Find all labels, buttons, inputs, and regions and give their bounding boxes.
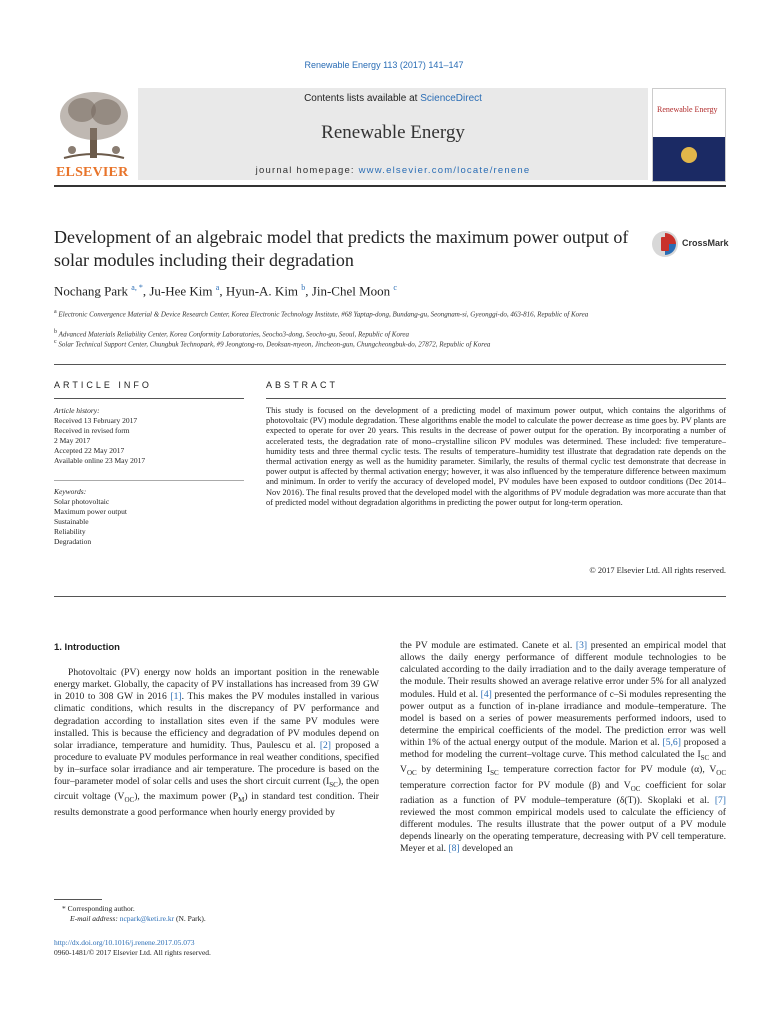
reference-link[interactable]: [1] — [170, 691, 182, 703]
history-entry: Received 13 February 2017 — [54, 416, 138, 425]
author-affiliation-marker[interactable]: a — [215, 283, 220, 292]
keyword: Sustainable — [54, 517, 89, 526]
journal-masthead — [54, 88, 726, 182]
cover-artwork — [653, 137, 725, 181]
affiliation: $^a$ Electronic Convergence Material & Device Research Center, Korea Electronic Technology Institute, #68 Yaptap-dong, Bundang-gu, Seongnam-si, Gyeonggi-do, 463-816, Republic of Korea — [54, 309, 589, 319]
author-affiliation-marker[interactable]: c — [393, 283, 397, 292]
cover-title: Renewable Energy — [657, 105, 718, 114]
article-history — [54, 406, 234, 466]
journal-name: Renewable Energy — [321, 122, 465, 143]
doi-block — [54, 938, 211, 958]
history-entry: 2 May 2017 — [54, 436, 91, 445]
cover-emblem-icon — [681, 147, 697, 163]
author-name[interactable]: Nochang Park — [54, 283, 129, 299]
abstract-heading: ABSTRACT — [266, 380, 339, 390]
article-title: Development of an algebraic model that predicts the maximum power output of solar modules including their degradation — [54, 227, 629, 270]
journal-citation-link[interactable]: Renewable Energy 113 (2017) 141–147 — [304, 60, 464, 70]
history-entry: Available online 23 May 2017 — [54, 456, 146, 465]
crossmark-icon — [650, 229, 680, 259]
keyword: Solar photovoltaic — [54, 497, 110, 506]
author-name[interactable]: Ju-Hee Kim — [149, 283, 213, 299]
reference-link[interactable]: [7] — [714, 794, 726, 806]
author-affiliation-marker[interactable]: b — [301, 283, 306, 292]
elsevier-wordmark: ELSEVIER — [56, 165, 129, 180]
reference-link[interactable]: [3] — [575, 640, 588, 651]
email-note: E-mail address: ncpark@keti.re.kr (N. Park). — [70, 914, 206, 923]
author-name[interactable]: Hyun-A. Kim — [225, 283, 299, 299]
sciencedirect-link[interactable]: ScienceDirect — [420, 93, 482, 104]
reference-link[interactable]: [2] — [319, 739, 331, 751]
body-column-right: the PV module are estimated. Canete et al. [3] presented an empirical model that allows the daily energy performance of different module technologies to be calculated according to the daily irradiation and to the daily average temperature of the module. Their results showed an average relative error under 5% for all analyzed modules. Huld et al. [4] presented the performance of c–Si modules representing the power output as a function of in-plane irradiance and module–temperature. The model is based on a series of power measurements performed indoors, used to determine the empirical coefficients of the model. The prediction error was well within 1% of the actual energy output of the module. Marion et al. [5,6] proposed a method for modeling the current–voltage curve. This method calculated the $I_{SC}$ and $V_{OC}$ by determining $I_{SC}$ temperature correction factor for PV module (α), $V_{OC}$ temperature correction factor for PV module (β) and $V_{OC}$ coefficient for solar radiation as a function of PV module–temperature (δ(T)). Skoplaki et al. [7] reviewed the most common empirical models used to calculate the efficiency of different modules. The results illustrate that the power output of a PV module depends linearly on the operating temperature, decreasing with PV cell temperature. Meyer et al. [8] developed an — [400, 640, 727, 855]
reference-link[interactable]: [4] — [480, 688, 492, 700]
abstract-copyright: © 2017 Elsevier Ltd. All rights reserved. — [589, 566, 726, 575]
keyword: Maximum power output — [54, 507, 127, 516]
author-affiliation-marker[interactable]: a, * — [131, 283, 143, 292]
keywords-rule — [54, 480, 244, 481]
masthead-rule — [54, 185, 726, 187]
section-heading-introduction: 1. Introduction — [54, 642, 120, 653]
keywords-label: Keywords: — [54, 487, 87, 496]
keywords — [54, 487, 234, 547]
history-entry: Accepted 22 May 2017 — [54, 446, 125, 455]
history-entry: Received in revised form — [54, 426, 130, 435]
corresponding-author-note: * Corresponding author. — [62, 904, 135, 913]
contents-availability: Contents lists available at ScienceDirect — [304, 93, 482, 104]
header-divider — [54, 364, 726, 365]
journal-cover-thumbnail — [652, 88, 726, 182]
journal-homepage: journal homepage: www.elsevier.com/locate/renene — [255, 165, 531, 176]
article-info-rule — [54, 398, 244, 399]
keyword: Degradation — [54, 537, 92, 546]
crossmark-label: CrossMark — [682, 238, 729, 248]
doi-link[interactable]: http://dx.doi.org/10.1016/j.renene.2017.05.073 — [54, 938, 195, 947]
abstract-rule — [266, 398, 726, 399]
author-list: Nochang Park $^{a, *}$, Ju-Hee Kim $^a$, Hyun-A. Kim $^b$, Jin-Chel Moon $^c$ — [54, 283, 397, 299]
journal-homepage-link[interactable]: www.elsevier.com/locate/renene — [358, 165, 531, 176]
keyword: Reliability — [54, 527, 86, 536]
email-link[interactable]: ncpark@keti.re.kr — [119, 914, 175, 923]
body-column-left: Photovoltaic (PV) energy now holds an important position in the renewable energy market. Globally, the capacity of PV installations has increased from 39 GW in 2010 to 308 GW in 2016 [1]. This makes the PV modules installed in various climatic conditions, which results in the discrepancy of PV performance and degradation according to installation sites even if the same PV modules were installed. This is because the efficiency and degradation of PV modules depend on solar irradiance, temperature and humidity. Thus, Paulescu et al. [2] proposed a procedure to evaluate PV modules performance in real weather conditions, specified by in–surface solar irradiance and air temperature. The procedure is based on the four–parameter model of solar cells and uses the short circuit current $(I_{SC})$, the open circuit voltage $(V_{OC})$, the maximum power $(P_M)$ in standard test condition. Their results demonstrate a good performance when hourly energy provided by — [54, 667, 379, 818]
article-info-heading: ARTICLE INFO — [54, 380, 152, 390]
issn-copyright: 0960-1481/© 2017 Elsevier Ltd. All rights reserved. — [54, 948, 211, 957]
abstract-body: This study is focused on the development of a predicting model of maximum power output, which contains the algorithms of photovoltaic (PV) module degradation. These algorithms enable the model to calculate the power decrease as time goes by. PV plants are expected to operate for over 20 years. This results in the decrease of power output for the operation. By incorporating a number of accelerated tests, the degradation rate of mono–crystalline silicon PV modules was determined. These included: five temperature–humidity tests and three thermal cyclic tests. The results of temperature–humidity test illustrate that degradation rate depends on the thermal activation energy as well as the humidity parameter. Similarly, the results of thermal cyclic test demonstrate that decrease in power output is affected by thermal activation energy; however, it was also influenced by the temperature difference between maximum and minimum. In order to verify the accuracy of developed model, PV modules have been exposed to outdoor conditions (Dec 2014–Nov 2016). The final results proved that the developed model with the algorithms of PV module degradation was more accurate than that of predicted model without degradation algorithms in predicting the power output for long-term operation. — [266, 406, 726, 507]
author-name[interactable]: Jin-Chel Moon — [311, 283, 391, 299]
reference-link[interactable]: [8] — [448, 843, 460, 855]
footnote-rule — [54, 899, 102, 900]
history-label: Article history: — [54, 406, 100, 415]
abstract-divider — [54, 596, 726, 597]
reference-link[interactable]: [5,6] — [662, 737, 681, 749]
affiliation: $^b$ Advanced Materials Reliability Center, Korea Conformity Laboratories, Seocho3-dong, Seocho-gu, Seoul, Republic of Korea — [54, 329, 410, 339]
journal-banner — [138, 88, 648, 180]
crossmark-badge[interactable] — [650, 229, 730, 259]
affiliation: $^c$ Solar Technical Support Center, Chungbuk Technopark, #9 Jeongtong-ro, Deoksan-myeon, Jincheon-gun, Chungcheongbuk-do, 27872, Republic of Korea — [54, 339, 491, 349]
